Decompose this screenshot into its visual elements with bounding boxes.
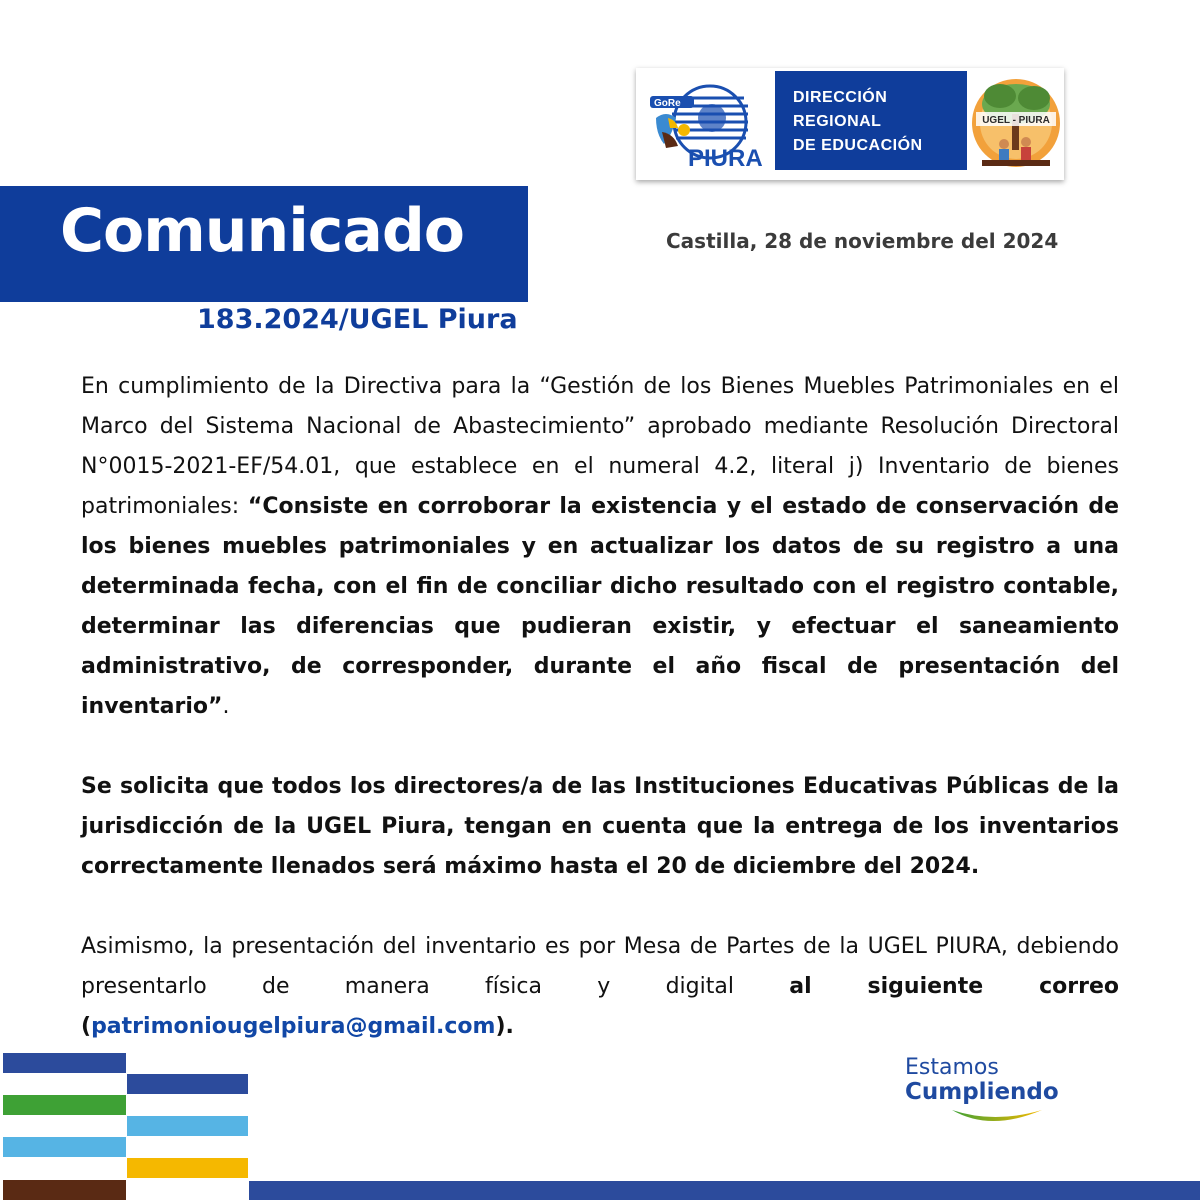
communique-date: Castilla, 28 de noviembre del 2024: [666, 229, 1059, 253]
paragraph-3: [81, 927, 1119, 1047]
stripe-lightblue-2: [3, 1137, 126, 1157]
dre-line-1: DIRECCIÓN: [793, 89, 888, 106]
dre-box: [775, 71, 967, 170]
page-title: Comunicado: [60, 196, 464, 266]
paragraph-1: [81, 367, 1119, 727]
slogan-estamos: Estamos: [905, 1055, 999, 1080]
p3-close: ).: [495, 1014, 514, 1039]
dre-line-2: REGIONAL: [793, 113, 882, 130]
stripe-blue-1: [3, 1053, 126, 1073]
slogan-cumpliendo: Cumpliendo: [905, 1079, 1059, 1105]
bottom-bar: [249, 1181, 1200, 1200]
p1-quote: “Consiste en corroborar la existencia y el estado de conservación de los bienes muebles patrimoniales y en actualizar los datos de su registro a una determinada fecha, con el fin de conciliar dicho resultado con el registro contable, determinar las diferencias que pudieran existir, y efectuar el saneamiento administrativo, de corresponder, durante el año fiscal de presentación del inventario”: [81, 494, 1120, 719]
logo-card: [636, 68, 1064, 180]
p3-normal: Asimismo, la presentación del inventario es por Mesa de Partes de la UGEL PIURA, debiendo presentarlo de manera física y digital: [81, 934, 1119, 999]
communique-code: 183.2024/UGEL Piura: [197, 304, 518, 335]
stripe-green: [3, 1095, 126, 1115]
stripe-blue-2: [127, 1074, 248, 1094]
svg-text:UGEL - PIURA: UGEL - PIURA: [982, 115, 1050, 126]
paragraph-2: Se solicita que todos los directores/a de las Instituciones Educativas Públicas de la jurisdicción de la UGEL Piura, tengan en cuenta que la entrega de los inventarios correctamente llenados será máximo hasta el 20 de diciembre del 2024.: [81, 774, 1119, 879]
svg-text:GoRe: GoRe: [654, 98, 681, 109]
p1-normal: En cumplimiento de la Directiva para la “Gestión de los Bienes Muebles Patrimoniales en el Marco del Sistema Nacional de Abastecimiento” aprobado mediante Resolución Directoral N°0015-2021-EF/54.01, que establece en el numeral 4.2, literal j) Inventario de bienes patrimoniales:: [81, 374, 1119, 519]
stripe-lightblue-1: [127, 1116, 248, 1136]
ugel-piura-logo: [970, 74, 1062, 172]
slogan-swoosh-icon: [950, 1106, 1045, 1130]
p3-bold: al siguiente correo: [789, 974, 1119, 999]
p1-end: .: [222, 694, 230, 719]
gore-piura-logo: [648, 78, 768, 172]
svg-text:PIURA: PIURA: [688, 145, 763, 172]
stripe-brown: [3, 1180, 126, 1200]
body-text: [81, 367, 1119, 1047]
stripe-yellow: [127, 1158, 248, 1178]
dre-line-3: DE EDUCACIÓN: [793, 137, 923, 154]
email-link[interactable]: patrimoniougelpiura@gmail.com: [91, 1014, 496, 1039]
p3-open: (: [81, 1014, 92, 1039]
